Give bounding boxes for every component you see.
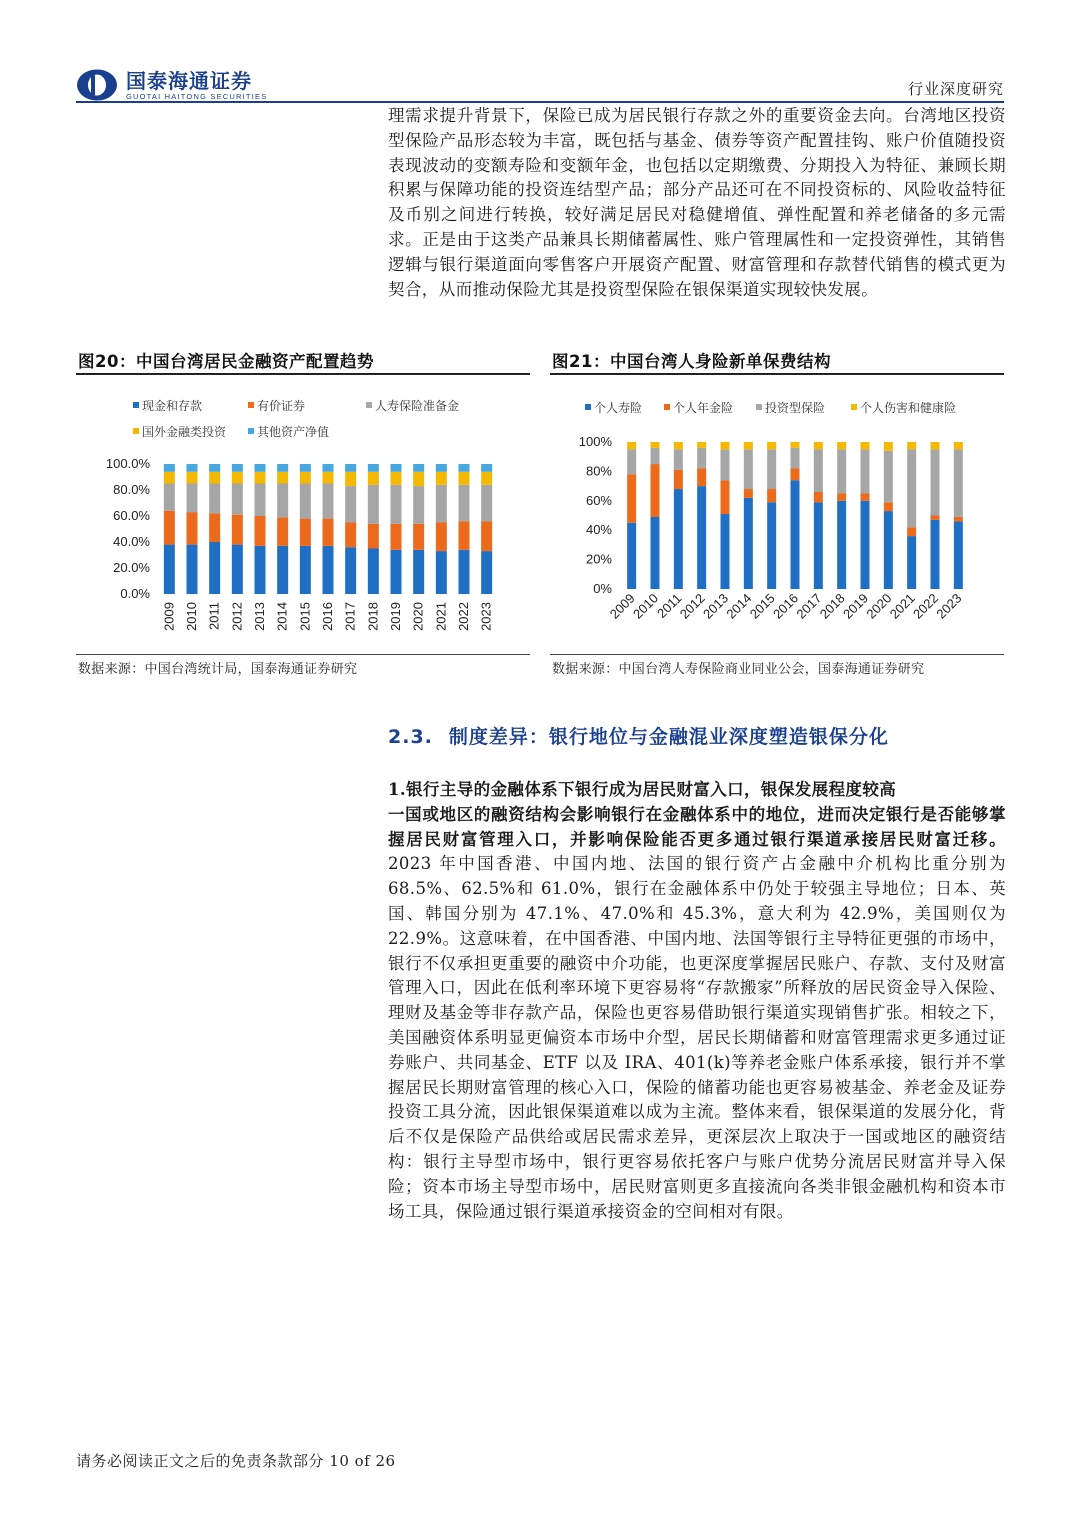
bar-segment [907, 449, 916, 527]
bar-segment [674, 442, 683, 449]
bar-segment [459, 464, 470, 472]
bar-segment [323, 464, 334, 472]
x-tick-label: 2012 [229, 602, 245, 631]
bar-segment [791, 468, 800, 480]
legend-label: 其他资产净值 [257, 425, 330, 439]
bar-segment [323, 546, 334, 594]
figure-20-source-rule [76, 654, 530, 655]
bar-segment [861, 442, 870, 449]
bar-segment [459, 485, 470, 521]
paragraph-2-text: 2023 年中国香港、中国内地、法国的银行资产占金融中介机构比重分别为 68.5%、62.5%和 61.0%，银行在金融体系中仍处于较强主导地位；日本、英国、韩国分别为 47.1%、47.0%和 45.3%，意大利为 42.9%，美国则仅为 22.9%。这意味着，在中国香港、中国内地、法国等银行主导特征更强的市场中，银行不仅承担更重要的融资中介功能，也更深度掌握居民账户、存款、支付及财富管理入口，因此在低利率环境下更容易将“存款搬家”所释放的居民资金导入保险、理财及基金等非存款产品，保险也更容易借助银行渠道实现销售扩张。相较之下，美国融资体系明显更偏资本市场中介型，居民长期储蓄和财富管理需求更多通过证券账户、共同基金、ETF 以及 IRA、401(k)等养老金账户体系承接，银行并不掌握居民长期财富管理的核心入口，保险的储蓄功能也更容易被基金、养老金及证券投资工具分流，因此银保渠道难以成为主流。整体来看，银保渠道的发展分化，背后不仅是保险产品供给或居民需求差异，更深层次上取决于一国或地区的融资结构：银行主导型市场中，银行更容易依托客户与账户优势分流居民财富并导入保险；资本市场主导型市场中，居民财富则更多直接流向各类非银金融机构和资本市场工具，保险通过银行渠道承接资金的空间相对有限。 [388, 854, 1006, 1221]
bar-segment [674, 449, 683, 470]
legend-swatch [756, 404, 762, 410]
logo-icon [76, 68, 118, 102]
legend-swatch [248, 402, 254, 408]
x-tick-label: 2018 [365, 602, 381, 631]
bar-segment [767, 489, 776, 502]
bar-segment [345, 486, 356, 522]
y-tick-label: 80.0% [113, 482, 150, 497]
y-tick-label: 0% [593, 581, 612, 596]
bar-segment [368, 524, 379, 549]
y-tick-label: 40.0% [113, 534, 150, 549]
bar-segment [651, 442, 660, 448]
x-tick-label: 2015 [746, 590, 778, 622]
bar-segment [209, 513, 220, 542]
x-tick-label: 2023 [933, 590, 965, 622]
x-tick-label: 2017 [342, 602, 358, 631]
bar-segment [209, 472, 220, 484]
bar-segment [436, 485, 447, 523]
bar-segment [232, 464, 243, 472]
bar-segment [861, 501, 870, 589]
bar-segment [744, 449, 753, 489]
bar-segment [627, 523, 636, 589]
bar-segment [954, 521, 963, 589]
x-tick-label: 2010 [184, 602, 199, 631]
bar-segment [209, 484, 220, 514]
bar-segment [744, 489, 753, 498]
bar-segment [884, 442, 893, 451]
y-tick-label: 40% [585, 522, 612, 538]
x-tick-label: 2023 [478, 602, 494, 631]
report-type: 行业深度研究 [907, 80, 1004, 98]
bar-segment [651, 464, 660, 517]
bar-segment [697, 468, 706, 486]
bar-segment [368, 549, 379, 595]
bar-segment [300, 546, 311, 594]
y-tick-label: 80% [585, 463, 612, 479]
bar-segment [627, 449, 636, 474]
x-tick-label: 2010 [630, 590, 662, 622]
bar-segment [368, 485, 379, 524]
bar-segment [232, 484, 243, 515]
legend-swatch [664, 404, 670, 410]
bar-segment [697, 448, 706, 469]
legend-swatch [851, 404, 857, 410]
section-number: 2.3. [388, 726, 433, 748]
bar-segment [391, 472, 402, 485]
bar-segment [907, 536, 916, 589]
bar-segment [767, 442, 776, 449]
x-tick-label: 2011 [654, 590, 685, 621]
x-tick-label: 2021 [433, 602, 449, 631]
figure-20-source: 数据来源：中国台湾统计局，国泰海通证券研究 [78, 662, 358, 677]
bar-segment [391, 524, 402, 550]
bar-segment [481, 485, 492, 521]
bar-segment [721, 442, 730, 449]
bar-segment [436, 551, 447, 594]
bar-segment [391, 485, 402, 524]
figure-21-chart [550, 388, 1004, 650]
x-tick-label: 2017 [793, 590, 825, 622]
bar-segment [697, 442, 706, 448]
legend-label: 国外金融类投资 [142, 425, 227, 439]
bar-segment [300, 484, 311, 519]
bar-segment [837, 449, 846, 493]
x-tick-label: 2016 [770, 590, 802, 622]
x-tick-label: 2020 [410, 602, 426, 631]
bar-segment [884, 451, 893, 502]
section-title: 制度差异：银行地位与金融混业深度塑造银保分化 [448, 726, 889, 748]
body-paragraph-1: 理需求提升背景下，保险已成为居民银行存款之外的重要资金去向。台湾地区投资型保险产品形态较为丰富，既包括与基金、债券等资产配置挂钩、账户价值随投资表现波动的变额寿险和变额年金，也包括以定期缴费、分期投入为特征、兼顾长期积累与保障功能的投资连结型产品；部分产品还可在不同投资标的、风险收益特征及币别之间进行转换，较好满足居民对稳健增值、弹性配置和养老储备的多元需求。正是由于这类产品兼具长期储蓄属性、账户管理属性和一定投资弹性，其销售逻辑与银行渠道面向零售客户开展资产配置、财富管理和存款替代销售的模式更为契合，从而推动保险尤其是投资型保险在银保渠道实现较快发展。 [388, 106, 1006, 299]
legend-swatch [248, 428, 254, 434]
bar-segment [459, 521, 470, 550]
y-tick-label: 20.0% [113, 560, 150, 575]
x-tick-label: 2022 [910, 590, 942, 622]
bar-segment [481, 464, 492, 472]
bar-segment [323, 472, 334, 484]
bar-segment [436, 523, 447, 552]
bar-segment [907, 527, 916, 536]
bar-segment [232, 472, 243, 484]
bar-segment [861, 493, 870, 500]
bar-segment [391, 464, 402, 472]
x-tick-label: 2019 [840, 590, 872, 622]
legend-label: 投资型保险 [765, 401, 826, 415]
bar-segment [837, 501, 846, 589]
bar-segment [767, 502, 776, 589]
bar-segment [814, 449, 823, 492]
bar-segment [255, 472, 266, 484]
bar-segment [255, 484, 266, 517]
header-divider [76, 101, 1004, 103]
x-tick-label: 2013 [252, 602, 267, 631]
legend-label: 个人伤害和健康险 [860, 401, 957, 415]
bar-segment [814, 492, 823, 502]
bar-segment [187, 484, 198, 513]
bar-segment [721, 514, 730, 589]
bar-segment [674, 470, 683, 489]
x-tick-label: 2022 [456, 602, 471, 631]
bar-segment [300, 519, 311, 546]
bar-segment [209, 464, 220, 472]
figure-20-chart [76, 388, 530, 650]
legend-swatch [133, 428, 139, 434]
company-logo [76, 68, 267, 102]
bar-segment [413, 464, 424, 472]
x-tick-label: 2009 [606, 590, 638, 622]
bar-segment [277, 464, 288, 472]
bar-segment [884, 511, 893, 589]
bar-segment [255, 546, 266, 594]
bar-segment [164, 472, 175, 484]
x-tick-label: 2016 [320, 602, 335, 631]
bar-segment [345, 464, 356, 472]
legend-label: 个人年金险 [673, 401, 734, 415]
logo-chinese-name: 国泰海通证券 [126, 68, 252, 93]
bar-segment [255, 464, 266, 472]
bar-segment [481, 472, 492, 485]
legend-label: 人寿保险准备金 [375, 399, 460, 413]
bar-segment [164, 484, 175, 511]
bar-segment [884, 502, 893, 511]
bar-segment [931, 520, 940, 589]
x-tick-label: 2019 [388, 602, 403, 631]
bar-segment [481, 521, 492, 551]
bar-segment [721, 449, 730, 480]
bar-segment [651, 448, 660, 464]
bar-segment [413, 524, 424, 550]
bar-segment [674, 489, 683, 589]
bar-segment [481, 551, 492, 594]
bar-segment [277, 546, 288, 594]
bar-segment [277, 517, 288, 546]
legend-label: 个人寿险 [594, 401, 643, 415]
legend-swatch [133, 402, 139, 408]
bar-segment [744, 498, 753, 589]
bar-segment [413, 486, 424, 524]
bar-segment [767, 449, 776, 489]
bar-segment [627, 474, 636, 523]
bar-segment [459, 550, 470, 594]
bar-segment [954, 517, 963, 521]
bar-segment [323, 484, 334, 519]
bar-segment [837, 442, 846, 449]
bar-segment [459, 472, 470, 485]
page-footer: 请务必阅读正文之后的免责条款部分 10 of 26 [76, 1452, 396, 1470]
bar-segment [651, 517, 660, 589]
bar-segment [697, 486, 706, 589]
x-tick-label: 2014 [723, 590, 755, 622]
bar-segment [277, 472, 288, 484]
bar-segment [368, 472, 379, 485]
y-tick-label: 0.0% [120, 586, 150, 601]
x-tick-label: 2011 [206, 602, 222, 630]
bar-segment [791, 442, 800, 448]
x-tick-label: 2009 [161, 602, 177, 631]
x-tick-label: 2012 [676, 590, 708, 622]
bar-segment [232, 545, 243, 594]
bar-segment [187, 512, 198, 545]
bar-segment [436, 464, 447, 472]
bar-segment [861, 449, 870, 493]
y-tick-label: 20% [585, 551, 612, 567]
figure-20-title: 图20：中国台湾居民金融资产配置趋势 [78, 352, 374, 371]
y-tick-label: 60% [585, 492, 612, 508]
y-tick-label: 100.0% [105, 456, 150, 471]
bar-segment [345, 472, 356, 486]
bar-segment [323, 519, 334, 546]
figure-21-source: 数据来源：中国台湾人寿保险商业同业公会，国泰海通证券研究 [552, 662, 925, 677]
bar-segment [232, 515, 243, 545]
legend-swatch [585, 404, 591, 410]
bar-segment [791, 480, 800, 589]
y-tick-label: 60.0% [113, 508, 150, 523]
y-tick-label: 100% [578, 434, 612, 449]
figure-21-title: 图21：中国台湾人身险新单保费结构 [552, 352, 831, 371]
page-header [76, 66, 1004, 104]
bar-segment [931, 442, 940, 449]
bar-segment [164, 545, 175, 594]
bar-segment [209, 542, 220, 594]
figure-21-source-rule [550, 654, 1004, 655]
x-tick-label: 2021 [886, 590, 918, 622]
bar-segment [627, 442, 636, 449]
legend-swatch [366, 402, 372, 408]
bar-segment [187, 545, 198, 594]
bar-segment [391, 550, 402, 594]
bar-segment [814, 442, 823, 449]
bar-segment [164, 511, 175, 545]
subheading: 1.银行主导的金融体系下银行成为居民财富入口，银保发展程度较高 [388, 780, 897, 799]
section-heading [388, 722, 889, 749]
bar-segment [931, 516, 940, 520]
bar-segment [187, 472, 198, 484]
bar-segment [345, 547, 356, 594]
logo-english-name: GUOTAI HAITONG SECURITIES [126, 91, 268, 101]
x-tick-label: 2015 [297, 602, 313, 631]
bar-segment [791, 448, 800, 469]
bar-segment [837, 493, 846, 500]
legend-label: 现金和存款 [142, 399, 203, 413]
body-paragraph-2 [388, 778, 1006, 1224]
figure-21-rule [550, 373, 1004, 375]
bar-segment [954, 442, 963, 449]
x-tick-label: 2018 [816, 590, 848, 622]
x-tick-label: 2013 [700, 590, 732, 622]
bar-segment [954, 449, 963, 517]
bar-segment [277, 484, 288, 518]
bar-segment [187, 464, 198, 472]
x-tick-label: 2020 [863, 590, 895, 622]
bar-segment [300, 464, 311, 472]
bar-segment [721, 480, 730, 514]
bar-segment [345, 523, 356, 548]
bar-segment [368, 464, 379, 472]
bar-segment [907, 442, 916, 449]
bar-segment [814, 502, 823, 589]
paragraph-2-bold: 一国或地区的融资结构会影响银行在金融体系中的地位，进而决定银行是否能够掌握居民财富管理入口，并影响保险能否更多通过银行渠道承接居民财富迁移。 [388, 804, 1006, 849]
legend-label: 有价证券 [257, 399, 306, 413]
bar-segment [436, 472, 447, 485]
bar-segment [413, 550, 424, 594]
figure-20-rule [76, 373, 530, 375]
bar-segment [931, 449, 940, 515]
bar-segment [300, 472, 311, 484]
x-tick-label: 2014 [274, 602, 290, 631]
bar-segment [413, 472, 424, 486]
bar-segment [744, 442, 753, 449]
bar-segment [164, 464, 175, 472]
bar-segment [255, 516, 266, 546]
